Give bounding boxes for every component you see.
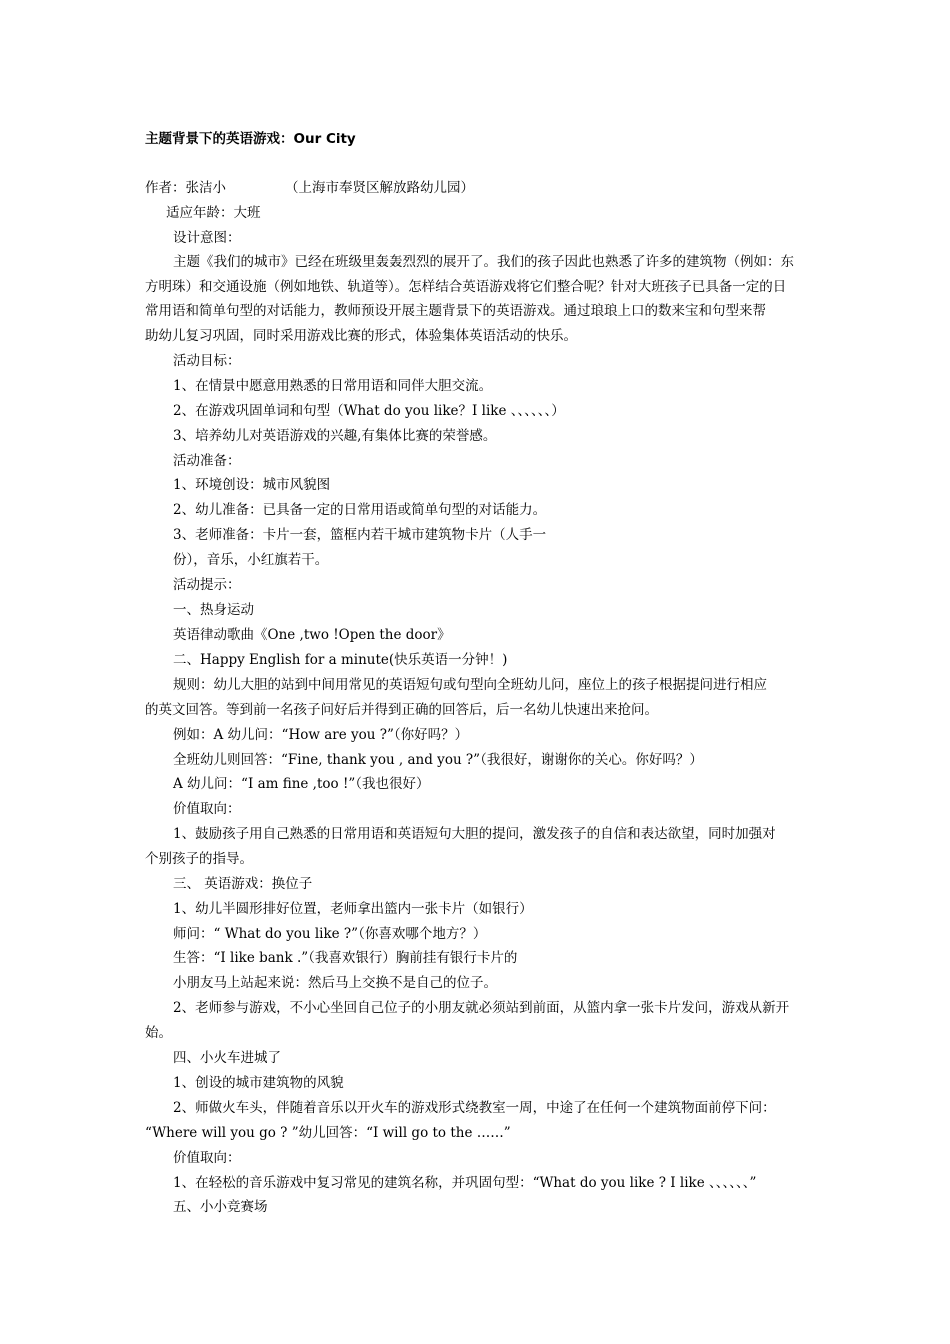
text-line: 价值取向：: [173, 1150, 241, 1166]
text-line: 1、环境创设：城市风貌图: [173, 477, 331, 493]
text-line: 3、老师准备：卡片一套，篮框内若干城市建筑物卡片（人手一: [173, 527, 547, 543]
author-label: 作者：张洁小: [145, 180, 226, 196]
text-line: 助幼儿复习巩固，同时采用游戏比赛的形式，体验集体英语活动的快乐。: [145, 328, 577, 344]
author-organization: （上海市奉贤区解放路幼儿园）: [285, 180, 474, 196]
text-line: 设计意图：: [173, 230, 241, 246]
text-line: 二、Happy English for a minute(快乐英语一分钟！): [173, 652, 508, 668]
text-line: 全班幼儿则回答：“Fine, thank you , and you ?”（我很好，谢谢你的关心。你好吗？）: [173, 752, 703, 768]
text-line: 1、在情景中愿意用熟悉的日常用语和同伴大胆交流。: [173, 378, 493, 394]
text-line: 生答：“I like bank .”（我喜欢银行）胸前挂有银行卡片的: [173, 950, 518, 966]
text-line: 规则：幼儿大胆的站到中间用常见的英语短句或句型向全班幼儿问，座位上的孩子根据提问进行相应: [173, 677, 767, 693]
text-line: 英语律动歌曲《One ,two !Open the door》: [173, 627, 451, 643]
text-line: 2、在游戏巩固单词和句型（What do you like？I like 、、、、、、）: [173, 403, 565, 419]
text-line: 三、 英语游戏：换位子: [173, 876, 313, 892]
text-line: 活动准备：: [173, 453, 241, 469]
text-line: 2、老师参与游戏，不小心坐回自己位子的小朋友就必须站到前面，从篮内拿一张卡片发问，游戏从新开: [173, 1000, 790, 1016]
text-line: 活动提示：: [173, 577, 241, 593]
text-line: 3、培养幼儿对英语游戏的兴趣,有集体比赛的荣誉感。: [173, 428, 497, 444]
text-line: 四、小火车进城了: [173, 1050, 281, 1066]
text-line: 适应年龄：大班: [166, 205, 261, 221]
text-line: 始。: [145, 1025, 172, 1041]
text-line: 2、幼儿准备：已具备一定的日常用语或简单句型的对话能力。: [173, 502, 547, 518]
text-line: 活动目标：: [173, 353, 241, 369]
text-line: “Where will you go ? ”幼儿回答：“I will go to the ……”: [145, 1125, 511, 1141]
text-line: 1、在轻松的音乐游戏中复习常见的建筑名称，并巩固句型：“What do you like ? I like 、、、、、、”: [173, 1175, 757, 1191]
text-line: 师问：“ What do you like ?”（你喜欢哪个地方？）: [173, 926, 487, 942]
text-line: 2、师做火车头，伴随着音乐以开火车的游戏形式绕教室一周，中途了在任何一个建筑物面前停下问：: [173, 1100, 776, 1116]
text-line: 五、小小竞赛场: [173, 1199, 268, 1215]
text-line: 主题《我们的城市》已经在班级里轰轰烈烈的展开了。我们的孩子因此也熟悉了许多的建筑物（例如：东: [173, 254, 794, 270]
document-title: 主题背景下的英语游戏：Our City: [145, 131, 356, 147]
text-line: 1、幼儿半圆形排好位置，老师拿出篮内一张卡片（如银行）: [173, 901, 533, 917]
text-line: 常用语和简单句型的对话能力，教师预设开展主题背景下的英语游戏。通过琅琅上口的数来宝和句型来帮: [145, 303, 766, 319]
text-line: 价值取向：: [173, 801, 241, 817]
text-line: 1、创设的城市建筑物的风貌: [173, 1075, 344, 1091]
text-line: 的英文回答。等到前一名孩子问好后并得到正确的回答后，后一名幼儿快速出来抢问。: [145, 702, 658, 718]
text-line: 方明珠）和交通设施（例如地铁、轨道等）。怎样结合英语游戏将它们整合呢？针对大班孩子已具备一定的日: [145, 279, 787, 295]
text-line: 个别孩子的指导。: [145, 851, 253, 867]
text-line: 小朋友马上站起来说：然后马上交换不是自己的位子。: [173, 975, 497, 991]
text-line: A 幼儿问：“I am fine ,too !”（我也很好）: [173, 776, 430, 792]
text-line: 份），音乐，小红旗若干。: [173, 552, 329, 568]
text-line: 一、热身运动: [173, 602, 254, 618]
text-line: 1、鼓励孩子用自己熟悉的日常用语和英语短句大胆的提问，激发孩子的自信和表达欲望，同时加强对: [173, 826, 776, 842]
text-line: 例如：A 幼儿问：“How are you ?”（你好吗？）: [173, 727, 469, 743]
